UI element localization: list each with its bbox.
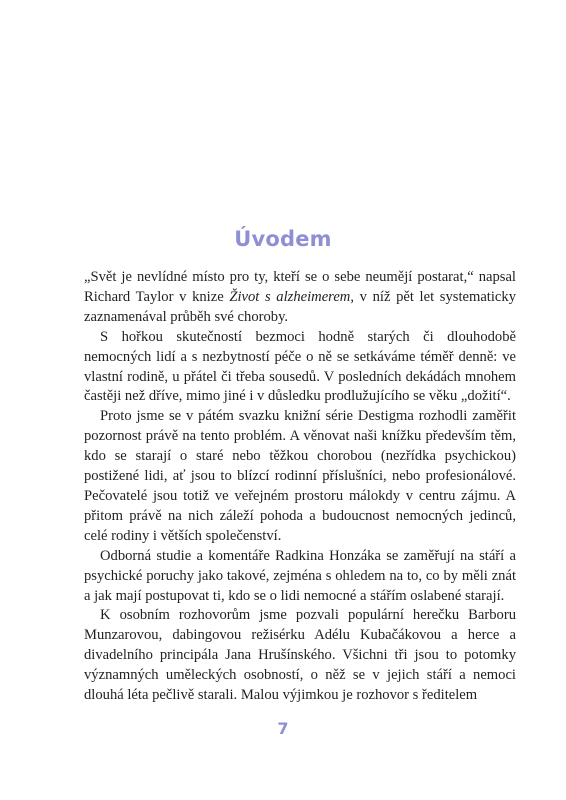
paragraph-2: S hořkou skutečností bezmoci hodně starých či dlouhodobě nemocných lidí a s nezbytností péče o ně se setkáváme téměř denně: ve vlastní rodině, u přátel či třeba sousedů. V posledních dekádách mnohem častěji než dříve, mimo jiné i v důsledku prodlužujícího se věku „dožití“. <box>84 328 516 405</box>
paragraph-4: Odborná studie a komentáře Radkina Honzáka se zaměřují na stáří a psychické poruchy jako takové, zejména s ohledem na to, co by měli znát a jak mají postupovat ti, kdo se o lidi nemocné a stářím oslabené starají. <box>84 547 516 604</box>
paragraph-1 <box>84 268 516 328</box>
book-title: Život s alzheimerem <box>229 288 351 305</box>
paragraph-3: Proto jsme se v pátém svazku knižní série Destigma rozhodli zaměřit pozornost právě na tento problém. A věnovat naši knížku především těm, kdo se starají o staré nebo těžkou chorobou (nezřídka psychickou) postižené lidi, ať jsou to blízcí rodinní příslušníci, nebo profesionálové. Pečovatelé jsou totiž ve veřejném prostoru málokdy v centru zájmu. A přitom právě na nich záleží pohoda a budoucnost nemocných jedinců, celé rodiny i větších společenství. <box>84 408 516 544</box>
paragraph-1-lead: „Svět je nevlídné místo pro ty, kteří se o sebe neumějí postarat,“ napsal Richard Taylor v knize <box>84 269 516 305</box>
paragraph-1-tail: , v níž pět let systematicky zaznamenával průběh své choroby. <box>84 288 516 325</box>
paragraph-5: K osobním rozhovorům jsme pozvali populární herečku Barboru Munzarovou, dabingovou režisérku Adélu Kubačákovou a herce a divadelního principála Jana Hrušínského. Všichni tři jsou to potomky významných uměleckých osobností, o něž se v jejich stáří a nemoci dlouhá léta pečlivě starali. Malou výjimkou je rozhovor s ředitelem <box>84 607 516 704</box>
page-number: 7 <box>277 719 289 738</box>
chapter-heading: Úvodem <box>234 227 332 251</box>
body-text <box>84 268 516 706</box>
